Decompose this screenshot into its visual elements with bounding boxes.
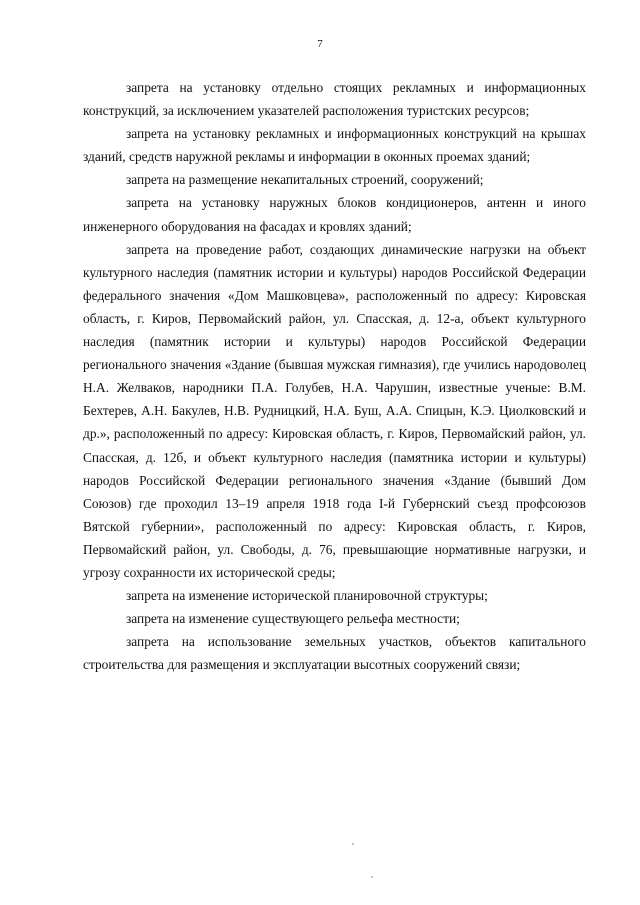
scan-speck: [352, 843, 354, 845]
document-body: [83, 76, 586, 676]
page-number: 7: [317, 38, 323, 50]
paragraph-facade-equipment-ban: запрета на установку наружных блоков кондиционеров, антенн и иного инженерного оборудования на фасадах и кровлях зданий;: [83, 195, 586, 234]
paragraph-temporary-structures-ban: запрета на размещение некапитальных строений, сооружений;: [126, 172, 484, 188]
paragraph-communication-towers-ban: запрета на использование земельных участков, объектов капитального строительства для размещения и эксплуатации высотных сооружений связи;: [83, 634, 586, 673]
paragraph-rooftop-advertising-ban: запрета на установку рекламных и информационных конструкций на крышах зданий, средств наружной рекламы и информации в оконных проемах зданий;: [83, 126, 586, 165]
paragraph-relief-change-ban: запрета на изменение существующего рельефа местности;: [126, 611, 460, 627]
paragraph-billboard-ban: запрета на установку отдельно стоящих рекламных и информационных конструкций, за исключением указателей расположения туристских ресурсов;: [83, 80, 586, 119]
paragraph-planning-structure-ban: запрета на изменение исторической планировочной структуры;: [126, 588, 488, 604]
scan-speck: [371, 876, 373, 878]
paragraph-dynamic-loads-ban: запрета на проведение работ, создающих динамические нагрузки на объект культурного наследия (памятник истории и культуры) народов Российской Федерации федерального значения «Дом Машковцева», расположенный по адресу: Кировская область, г. Киров, Первомайский район, ул. Спасская, д. 12-а, объект культурного наследия (памятник истории и культуры) народов Российской Федерации регионального значения «Здание (бывшая мужская гимназия), где учились народоволец Н.А. Желваков, народники П.А. Голубев, Н.А. Чарушин, известные ученые: В.М. Бехтерев, А.Н. Бакулев, Н.В. Рудницкий, Н.А. Буш, А.А. Спицын, К.Э. Циолковский и др.», расположенный по адресу: Кировская область, г. Киров, Первомайский район, ул. Спасская, д. 12б, и объект культурного наследия (памятника истории и культуры) народов Российской Федерации регионального значения «Здание (бывший Дом Союзов) где проходил 13–19 апреля 1918 года I-й Губернский съезд профсоюзов Вятской губернии», расположенный по адресу: Кировская область, г. Киров, Первомайский район, ул. Свободы, д. 76, превышающие нормативные нагрузки, и угрозу сохранности их исторической среды;: [83, 241, 586, 580]
